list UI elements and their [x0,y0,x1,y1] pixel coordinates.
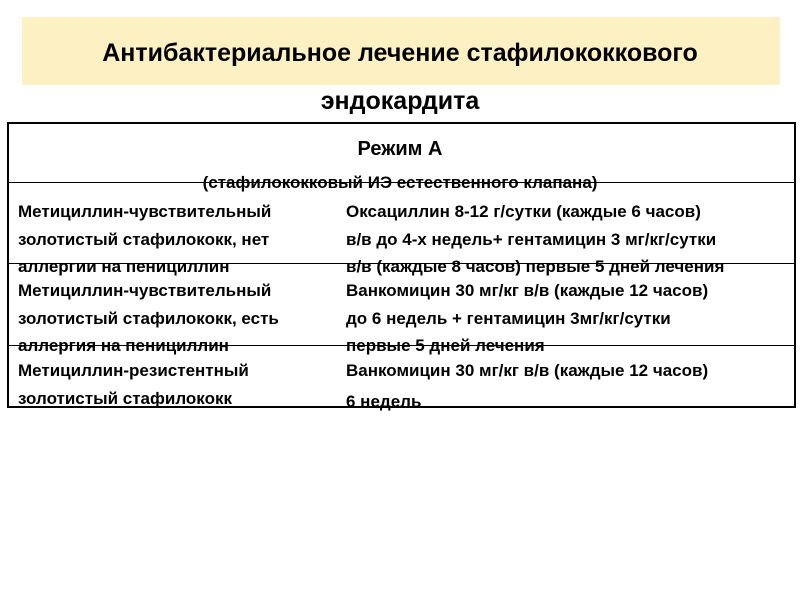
row-2-condition-line-1: Метициллин-чувствительный [18,281,272,300]
row-1-treatment-line-2: в/в до 4-х недель+ гентамицин 3 мг/кг/сутки [346,229,717,249]
slide-title-line-2: эндокардита [320,87,480,115]
row-3-treatment-line-2: 6 недель [346,391,422,411]
row-1-condition-line-1: Метициллин-чувствительный [18,202,272,221]
regimen-subtitle: (стафилококковый ИЭ естественного клапана) [202,173,598,192]
row-1-treatment [346,198,724,281]
row-2-condition-line-2: золотистый стафилококк, есть [18,308,279,328]
regimen-title: Режим А [357,138,443,160]
row-1-condition-line-3: аллергии на пенициллин [18,257,230,277]
row-3-condition-line-2: золотистый стафилококк [18,388,232,408]
row-1-condition-line-2: золотистый стафилококк, нет [18,229,270,249]
row-3-condition [18,357,249,412]
row-1-treatment-line-1: Оксациллин 8-12 г/сутки (каждые 6 часов) [346,202,701,221]
row-1-condition [18,198,271,281]
row-2-condition [18,277,279,360]
row-3-condition-line-1: Метициллин-резистентный [18,361,249,380]
row-1-treatment-line-3: в/в (каждые 8 часов) первые 5 дней лечения [346,257,725,277]
row-3-treatment [346,357,708,415]
row-2-treatment-line-1: Ванкомицин 30 мг/кг в/в (каждые 12 часов) [346,281,709,300]
slide-title-line-1: Антибактериальное лечение стафилококкового [102,39,698,67]
row-2-treatment-line-2: до 6 недель + гентамицин 3мг/кг/сутки [346,308,671,328]
row-2-treatment [346,277,708,360]
row-2-condition-line-3: аллергия на пенициллин [18,336,229,356]
row-3-treatment-line-1: Ванкомицин 30 мг/кг в/в (каждые 12 часов) [346,361,709,380]
row-2-treatment-line-3: первые 5 дней лечения [346,336,545,356]
